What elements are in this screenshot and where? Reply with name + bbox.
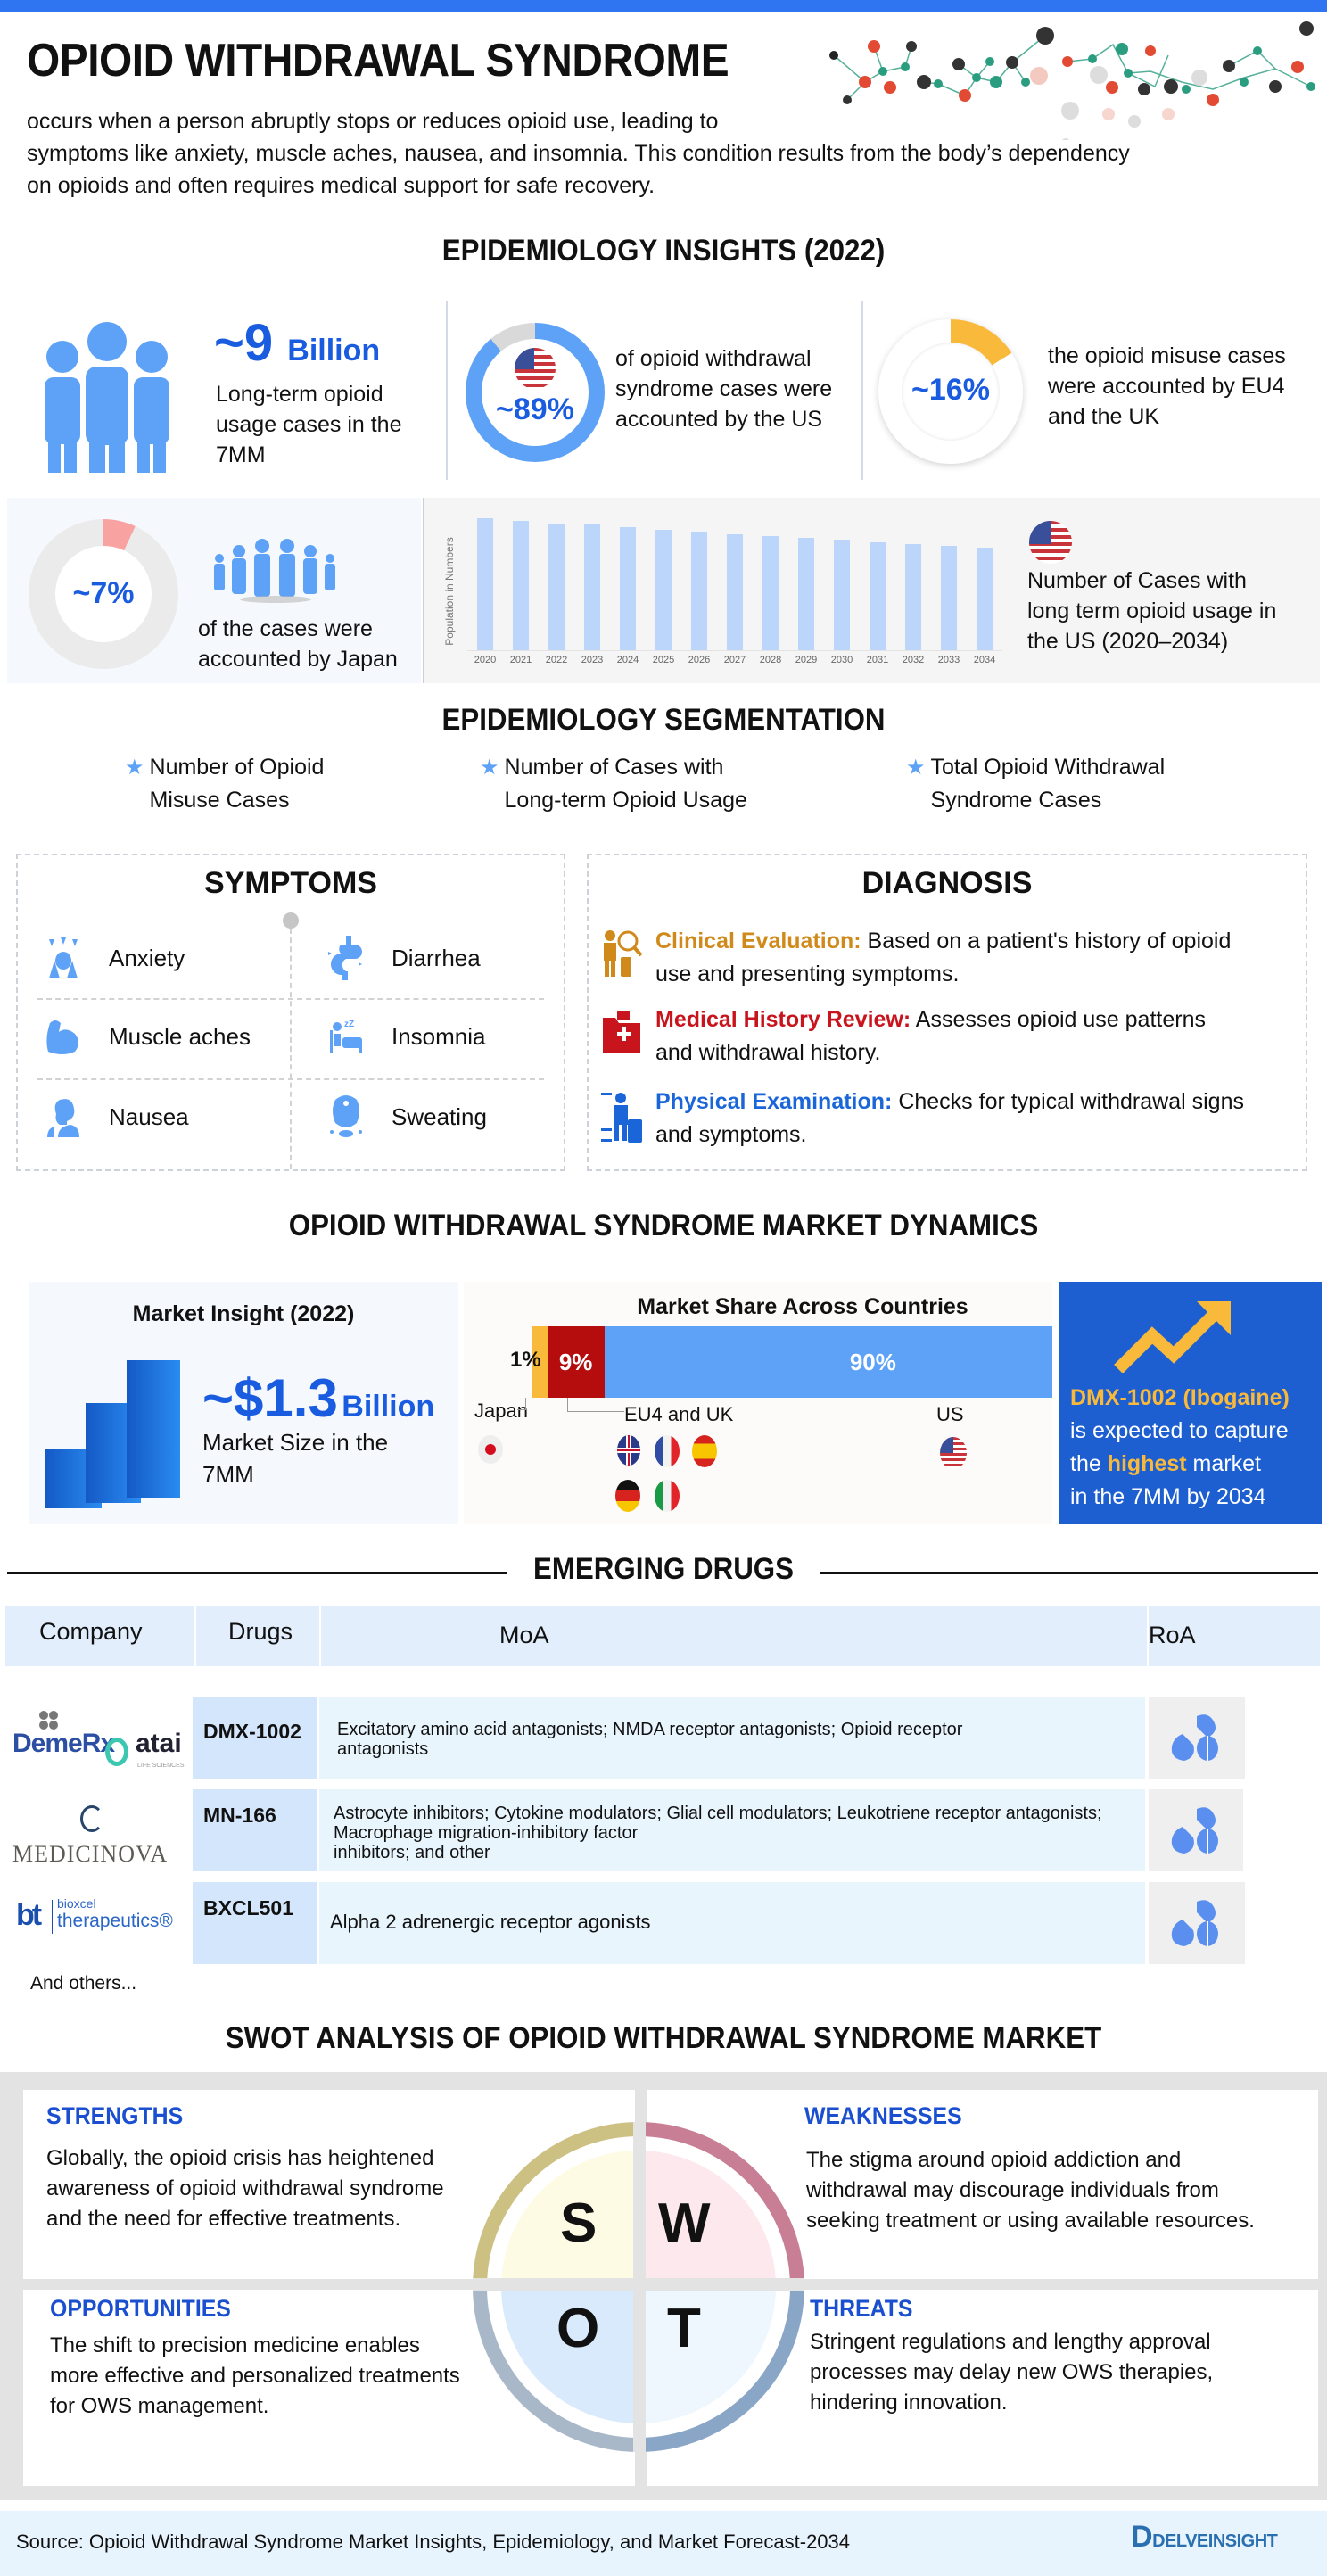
desc-line: of opioid withdrawal <box>615 346 812 371</box>
symptoms-title: SYMPTOMS <box>204 866 377 900</box>
bar-growth-icon <box>45 1360 187 1514</box>
physical-examination-icon <box>601 1089 644 1143</box>
label-us: US <box>936 1403 964 1425</box>
share-value: 9% <box>558 1348 593 1375</box>
caption-line: long term opioid usage in <box>1027 599 1277 623</box>
share-value: 90% <box>849 1348 896 1375</box>
stat-value: ~16% <box>911 373 990 407</box>
desc-line: usage cases in the <box>216 412 402 437</box>
desc-line: were accounted by EU4 <box>1048 374 1285 399</box>
chart-bar <box>548 524 565 650</box>
caption-line: Number of Cases with <box>1027 568 1247 593</box>
swot-letter-o: O <box>556 2298 600 2359</box>
segment-total-ows <box>906 751 1165 817</box>
stat4-description <box>198 614 398 674</box>
germany-flag-icon <box>615 1480 640 1512</box>
chart-caption <box>1027 566 1276 656</box>
market-size-unit: Billion <box>342 1390 435 1424</box>
italy-flag-icon <box>655 1480 680 1512</box>
roa-cell <box>1149 1697 1245 1779</box>
desc-line: Long-term opioid <box>216 382 383 407</box>
donut-89-percent <box>466 323 605 462</box>
swot-letter-t: T <box>667 2298 701 2359</box>
japan-flag-icon <box>478 1435 503 1464</box>
stat3-description <box>1048 341 1286 432</box>
highlight-line: in the 7MM by 2034 <box>1070 1484 1266 1509</box>
y-axis-label: Population in Numbers <box>443 537 456 646</box>
market-share-title: Market Share Across Countries <box>637 1294 968 1319</box>
caption-line: the US (2020–2034) <box>1027 629 1229 654</box>
desc-line: 7MM <box>216 442 266 467</box>
logo-text: therapeutics® <box>57 1911 173 1931</box>
diagnosis-text: and symptoms. <box>655 1122 807 1147</box>
clinical-evaluation-icon <box>601 927 644 980</box>
crowd-icon <box>209 539 360 603</box>
drug-name: BXCL501 <box>193 1882 317 1964</box>
diagnosis-clinical-evaluation <box>655 925 1298 991</box>
x-tick-label: 2026 <box>688 655 711 665</box>
desc-line: the opioid misuse cases <box>1048 343 1286 368</box>
swot-line: Stringent regulations and lengthy approval <box>810 2330 1211 2354</box>
swot-letter-w: W <box>658 2192 711 2254</box>
diagnosis-label: Medical History Review: <box>655 1007 911 1032</box>
anxiety-icon <box>43 937 84 978</box>
symptom-anxiety <box>43 937 185 978</box>
star-icon: ★ <box>125 755 144 780</box>
x-tick-label: 2028 <box>759 655 782 665</box>
stat-value: ~89% <box>496 392 574 426</box>
highlight-panel <box>1059 1282 1322 1524</box>
market-size <box>202 1367 434 1429</box>
bar-chart-area <box>467 516 1002 651</box>
chart-bar <box>513 521 529 650</box>
desc-line: accounted by the US <box>615 407 823 432</box>
x-tick-label: 2029 <box>795 655 818 665</box>
brand-text: DELVEINSIGHT <box>1152 2531 1278 2551</box>
swot-line: awareness of opioid withdrawal syndrome <box>46 2176 444 2200</box>
us-cases-chart-panel <box>423 498 1320 683</box>
moa-line: antagonists <box>337 1739 429 1759</box>
x-tick-label: 2027 <box>723 655 746 665</box>
moa-line: Macrophage migration-inhibitory factor <box>334 1823 639 1843</box>
divider <box>37 998 544 1000</box>
diagnosis-text: use and presenting symptoms. <box>655 962 960 987</box>
roa-cell <box>1149 1789 1243 1871</box>
symptom-label: Insomnia <box>392 1022 486 1050</box>
x-axis-labels <box>467 655 1002 669</box>
bed-icon <box>326 1016 367 1057</box>
source-citation: Source: Opioid Withdrawal Syndrome Market Insights, Epidemiology, and Market Forecast-2034 <box>16 2531 851 2553</box>
us-flag-icon <box>940 1437 967 1469</box>
diagnosis-text: Assesses opioid use patterns <box>911 1007 1206 1032</box>
roa-cell <box>1149 1882 1245 1964</box>
sweating-icon <box>326 1096 367 1137</box>
seg-line: Total Opioid Withdrawal <box>930 755 1166 780</box>
france-flag-icon <box>655 1435 680 1467</box>
opportunities-text <box>50 2331 460 2422</box>
swot-line: for OWS management. <box>50 2394 269 2418</box>
chart-bar <box>727 534 743 650</box>
nausea-icon <box>43 1096 84 1137</box>
weaknesses-text <box>806 2145 1255 2236</box>
epidemiology-insights-title: EPIDEMIOLOGY INSIGHTS (2022) <box>441 234 886 268</box>
stat1-description <box>216 379 401 470</box>
caption-line: Market Size in the <box>202 1429 389 1456</box>
chart-bar <box>655 530 672 650</box>
divider <box>861 301 863 480</box>
diagnosis-label: Clinical Evaluation: <box>655 929 861 954</box>
highlight-text <box>1070 1382 1290 1514</box>
market-share-bar <box>532 1326 1052 1398</box>
chart-bar <box>798 538 814 650</box>
drug-name: MN-166 <box>193 1789 317 1871</box>
share-japan-value: 1% <box>510 1348 541 1372</box>
highlight-line: is expected to capture <box>1070 1418 1289 1443</box>
diagnosis-title: DIAGNOSIS <box>861 866 1033 900</box>
medical-history-icon <box>601 1009 644 1062</box>
seg-line: Long-term Opioid Usage <box>504 788 747 813</box>
segment-long-term <box>480 751 747 817</box>
chart-bar <box>941 546 957 650</box>
symptoms-box <box>16 854 565 1171</box>
emerging-drugs-title: EMERGING DRUGS <box>533 1552 794 1586</box>
moa-cell <box>319 1697 1145 1779</box>
muscle-icon <box>43 1016 84 1057</box>
moa-line: Alpha 2 adrenergic receptor agonists <box>330 1911 651 1933</box>
logo-subtext: LIFE SCIENCES <box>137 1763 185 1769</box>
x-tick-label: 2033 <box>937 655 960 665</box>
moa-line: Astrocyte inhibitors; Cytokine modulators; Glial cell modulators; Leukotriene receptor antagonists; <box>334 1804 1102 1823</box>
market-share-panel <box>464 1282 1052 1524</box>
symptom-diarrhea <box>326 937 481 978</box>
diagnosis-text: Checks for typical withdrawal signs <box>892 1089 1244 1114</box>
stat-value: ~9 <box>214 314 274 372</box>
column-header-company: Company <box>39 1618 143 1645</box>
column-header-roa: RoA <box>1149 1622 1196 1648</box>
moa-cell <box>319 1882 1145 1964</box>
table-header <box>5 1606 1320 1666</box>
trend-up-arrow-icon <box>1109 1300 1234 1373</box>
logo-text: MEDICINOVA <box>12 1841 169 1867</box>
delveinsight-logo: DDELVEINSIGHT <box>1131 2520 1278 2554</box>
moa-line: Excitatory amino acid antagonists; NMDA receptor antagonists; Opioid receptor <box>337 1720 963 1739</box>
stat-unit: Billion <box>287 334 381 367</box>
donut-16-percent <box>878 319 1023 464</box>
swot-line: seeking treatment or using available resources. <box>806 2209 1255 2233</box>
intro-line: on opioids and often requires medical support for safe recovery. <box>27 173 655 198</box>
drug-name: DMX-1002 <box>193 1697 317 1779</box>
symptom-label: Sweating <box>392 1102 487 1130</box>
desc-line: and the UK <box>1048 404 1160 429</box>
atai-ring-icon <box>105 1738 128 1766</box>
chart-bar <box>977 548 993 650</box>
us-flag-icon <box>515 348 556 389</box>
diagnosis-text: Based on a patient's history of opioid <box>861 929 1232 954</box>
desc-line: of the cases were <box>198 616 373 641</box>
stat-value: ~7% <box>72 576 135 610</box>
divider <box>37 1078 544 1080</box>
oral-pill-icon <box>1170 1713 1224 1763</box>
diagnosis-label: Physical Examination: <box>655 1089 893 1114</box>
seg-line: Number of Cases with <box>504 755 724 780</box>
market-insight-panel <box>29 1282 458 1524</box>
moa-line: inhibitors; and other <box>334 1843 490 1862</box>
people-group-icon <box>36 317 178 473</box>
uk-flag-icon <box>617 1435 640 1466</box>
diagnosis-medical-history <box>655 1003 1298 1069</box>
oral-pill-icon <box>1170 1805 1224 1855</box>
diagnosis-text: and withdrawal history. <box>655 1040 881 1065</box>
swot-line: processes may delay new OWS therapies, <box>810 2360 1214 2384</box>
seg-line: Number of Opioid <box>149 755 325 780</box>
bioxcel-mark-icon: bt <box>16 1898 40 1932</box>
share-us <box>605 1326 1052 1398</box>
share-eu4-uk <box>548 1326 605 1398</box>
desc-line: accounted by Japan <box>198 647 398 672</box>
swot-line: withdrawal may discourage individuals from <box>806 2178 1219 2202</box>
swot-title: SWOT ANALYSIS OF OPIOID WITHDRAWAL SYNDROME MARKET <box>225 2021 1102 2055</box>
swot-letter-s: S <box>560 2192 598 2254</box>
intro-line: occurs when a person abruptly stops or reduces opioid use, leading to <box>27 109 719 134</box>
threats-text <box>810 2327 1213 2418</box>
x-tick-label: 2021 <box>509 655 532 665</box>
swot-circle <box>473 2122 804 2452</box>
x-tick-label: 2025 <box>652 655 675 665</box>
chart-bar <box>691 532 707 650</box>
intro-line: symptoms like anxiety, muscle aches, nausea, and insomnia. This condition results from the body’s dependency <box>27 141 1130 166</box>
x-tick-label: 2020 <box>474 655 497 665</box>
us-flag-icon <box>1029 521 1072 564</box>
symptom-insomnia <box>326 1016 486 1057</box>
caption-line: 7MM <box>202 1461 254 1488</box>
symptom-label: Diarrhea <box>392 944 481 971</box>
column-header-moa: MoA <box>499 1622 549 1648</box>
strengths-text <box>46 2143 444 2234</box>
stomach-icon <box>326 937 367 978</box>
stat-9-billion <box>214 314 381 377</box>
highlight-emphasis: highest <box>1107 1451 1187 1476</box>
chart-bar <box>905 544 921 650</box>
company-logo-demerx-atai <box>12 1711 187 1775</box>
swot-line: more effective and personalized treatments <box>50 2364 460 2388</box>
x-tick-label: 2030 <box>830 655 853 665</box>
moa-cell <box>319 1789 1145 1871</box>
chart-bar <box>834 540 850 650</box>
market-insight-title: Market Insight (2022) <box>132 1301 355 1326</box>
divider <box>290 929 292 1169</box>
market-size-caption <box>202 1426 388 1490</box>
x-tick-label: 2022 <box>545 655 568 665</box>
star-icon: ★ <box>480 755 499 780</box>
chart-bar <box>477 518 493 650</box>
highlight-line: market <box>1186 1451 1261 1476</box>
segmentation-title: EPIDEMIOLOGY SEGMENTATION <box>441 703 886 737</box>
donut-7-percent <box>29 519 178 669</box>
logo-text: atai <box>136 1729 182 1758</box>
symptom-label: Muscle aches <box>109 1022 251 1050</box>
stat2-description <box>615 343 832 434</box>
market-dynamics-title: OPIOID WITHDRAWAL SYNDROME MARKET DYNAMICS <box>288 1209 1039 1243</box>
x-tick-label: 2023 <box>581 655 604 665</box>
strengths-heading: STRENGTHS <box>46 2102 184 2129</box>
x-tick-label: 2034 <box>973 655 996 665</box>
company-logo-bioxcel <box>12 1898 187 1943</box>
x-tick-label: 2032 <box>902 655 925 665</box>
swot-line: and the need for effective treatments. <box>46 2207 401 2231</box>
and-others-note: And others... <box>30 1973 137 1994</box>
column-header-drugs: Drugs <box>228 1618 293 1645</box>
symptom-label: Anxiety <box>109 944 185 971</box>
diagnosis-physical-examination <box>655 1086 1298 1152</box>
market-size-value: ~$1.3 <box>202 1368 338 1428</box>
symptom-label: Nausea <box>109 1102 189 1130</box>
symptom-sweating <box>326 1096 487 1137</box>
label-eu4-uk: EU4 and UK <box>624 1403 734 1425</box>
spain-flag-icon <box>692 1435 717 1467</box>
x-tick-label: 2024 <box>616 655 639 665</box>
swot-line: hindering innovation. <box>810 2390 1008 2415</box>
highlight-drug: DMX-1002 (Ibogaine) <box>1070 1385 1290 1410</box>
logo-text: bioxcel <box>57 1896 96 1911</box>
company-logo-medicinova <box>12 1805 187 1870</box>
logo-text: DemeRx <box>12 1729 115 1758</box>
swot-line: The shift to precision medicine enables <box>50 2333 420 2357</box>
seg-line: Syndrome Cases <box>930 788 1102 813</box>
footer <box>0 2511 1327 2576</box>
seg-line: Misuse Cases <box>149 788 290 813</box>
symptom-nausea <box>43 1096 189 1137</box>
diagnosis-box <box>587 854 1307 1171</box>
chart-bar <box>870 542 886 650</box>
page-title: OPIOID WITHDRAWAL SYNDROME <box>27 35 729 87</box>
chart-bar <box>584 524 600 650</box>
medicinova-swirl-icon <box>80 1805 103 1832</box>
swot-line: Globally, the opioid crisis has heightened <box>46 2146 434 2170</box>
opportunities-heading: OPPORTUNITIES <box>50 2295 231 2322</box>
intro-text <box>27 105 1275 202</box>
x-tick-label: 2031 <box>866 655 889 665</box>
divider <box>446 301 448 480</box>
label-japan: Japan <box>474 1399 528 1422</box>
star-icon: ★ <box>906 755 926 780</box>
chart-bar <box>620 527 636 650</box>
swot-line: The stigma around opioid addiction and <box>806 2148 1182 2172</box>
highlight-line: the <box>1070 1451 1108 1476</box>
symptom-muscle-aches <box>43 1016 251 1057</box>
desc-line: syndrome cases were <box>615 376 833 401</box>
connector-dot <box>283 912 299 929</box>
oral-pill-icon <box>1170 1898 1224 1948</box>
chart-bar <box>762 536 779 650</box>
weaknesses-heading: WEAKNESSES <box>804 2102 962 2129</box>
swot-panel <box>0 2072 1327 2500</box>
segment-misuse <box>125 751 324 817</box>
threats-heading: THREATS <box>810 2295 913 2322</box>
svg-text:zZ: zZ <box>344 1020 355 1029</box>
